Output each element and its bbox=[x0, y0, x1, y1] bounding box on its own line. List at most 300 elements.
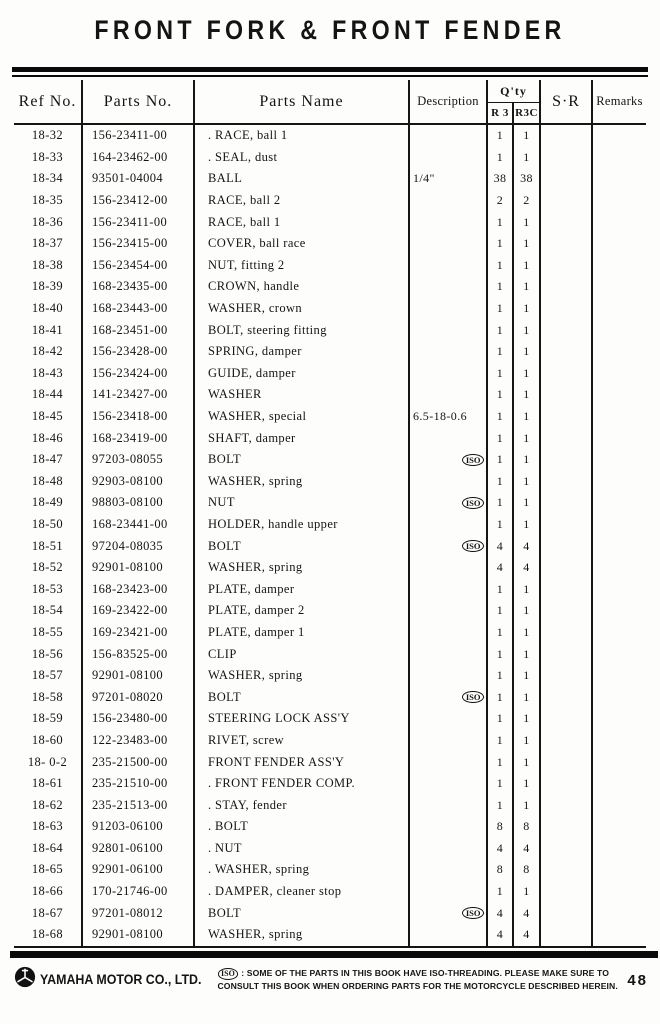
qty-r3c-cell: 1 bbox=[513, 730, 540, 752]
parts-name-cell: . RACE, ball 1 bbox=[194, 124, 409, 147]
qty-r3c-cell: 1 bbox=[513, 319, 540, 341]
parts-no-cell: 169-23421-00 bbox=[82, 622, 194, 644]
qty-r3-cell: 1 bbox=[487, 319, 513, 341]
table-row bbox=[14, 255, 646, 277]
table-row bbox=[14, 341, 646, 363]
description-cell bbox=[409, 341, 487, 363]
parts-name-cell: WASHER, spring bbox=[194, 471, 409, 493]
description-cell bbox=[409, 168, 487, 190]
parts-no-cell: 168-23419-00 bbox=[82, 427, 194, 449]
table-row bbox=[14, 449, 646, 471]
remarks-cell bbox=[592, 881, 646, 903]
sr-cell bbox=[540, 471, 592, 493]
ref-no-cell: 18-42 bbox=[14, 341, 82, 363]
ref-no-cell: 18-66 bbox=[14, 881, 82, 903]
parts-name-cell: HOLDER, handle upper bbox=[194, 514, 409, 536]
ref-no-cell: 18-53 bbox=[14, 578, 82, 600]
qty-r3c-cell: 1 bbox=[513, 881, 540, 903]
ref-no-cell: 18-35 bbox=[14, 190, 82, 212]
description-cell bbox=[409, 211, 487, 233]
description-cell bbox=[409, 492, 487, 514]
sr-cell bbox=[540, 686, 592, 708]
description-cell bbox=[409, 838, 487, 860]
ref-no-cell: 18-34 bbox=[14, 168, 82, 190]
sr-cell bbox=[540, 233, 592, 255]
qty-r3-cell: 1 bbox=[487, 881, 513, 903]
table-row bbox=[14, 233, 646, 255]
qty-r3c-cell: 1 bbox=[513, 384, 540, 406]
ref-no-cell: 18-49 bbox=[14, 492, 82, 514]
remarks-cell bbox=[592, 600, 646, 622]
sr-cell bbox=[540, 924, 592, 947]
parts-no-cell: 92903-08100 bbox=[82, 471, 194, 493]
remarks-cell bbox=[592, 168, 646, 190]
bottom-thick-rule bbox=[10, 951, 658, 958]
description-cell bbox=[409, 233, 487, 255]
remarks-cell bbox=[592, 449, 646, 471]
remarks-cell bbox=[592, 384, 646, 406]
parts-name-cell: BOLT bbox=[194, 902, 409, 924]
sr-cell bbox=[540, 535, 592, 557]
ref-no-cell: 18-64 bbox=[14, 838, 82, 860]
description-cell bbox=[409, 298, 487, 320]
header-ref-no: Ref No. bbox=[14, 80, 82, 124]
remarks-cell bbox=[592, 319, 646, 341]
qty-r3c-cell: 2 bbox=[513, 190, 540, 212]
sr-cell bbox=[540, 363, 592, 385]
qty-r3-cell: 1 bbox=[487, 773, 513, 795]
parts-no-cell: 169-23422-00 bbox=[82, 600, 194, 622]
iso-badge: ISO bbox=[462, 454, 484, 466]
iso-badge: ISO bbox=[462, 497, 484, 509]
qty-r3-cell: 8 bbox=[487, 859, 513, 881]
header-sr: S·R bbox=[540, 80, 592, 124]
description-cell bbox=[409, 514, 487, 536]
header-qty-r3c: R3C bbox=[513, 103, 540, 125]
remarks-cell bbox=[592, 557, 646, 579]
ref-no-cell: 18-32 bbox=[14, 124, 82, 147]
qty-r3c-cell: 8 bbox=[513, 816, 540, 838]
qty-r3c-cell: 1 bbox=[513, 363, 540, 385]
qty-r3-cell: 1 bbox=[487, 233, 513, 255]
sr-cell bbox=[540, 211, 592, 233]
remarks-cell bbox=[592, 211, 646, 233]
parts-no-cell: 168-23435-00 bbox=[82, 276, 194, 298]
description-text: 6.5-18-0.6 bbox=[413, 409, 467, 424]
table-row bbox=[14, 147, 646, 169]
description-cell bbox=[409, 319, 487, 341]
description-cell bbox=[409, 255, 487, 277]
ref-no-cell: 18-37 bbox=[14, 233, 82, 255]
qty-r3-cell: 1 bbox=[487, 643, 513, 665]
remarks-cell bbox=[592, 708, 646, 730]
iso-badge: ISO bbox=[462, 691, 484, 703]
ref-no-cell: 18-50 bbox=[14, 514, 82, 536]
table-row bbox=[14, 881, 646, 903]
ref-no-cell: 18-62 bbox=[14, 794, 82, 816]
ref-no-cell: 18-47 bbox=[14, 449, 82, 471]
qty-r3-cell: 1 bbox=[487, 255, 513, 277]
remarks-cell bbox=[592, 686, 646, 708]
qty-r3-cell: 1 bbox=[487, 794, 513, 816]
ref-no-cell: 18- 0-2 bbox=[14, 751, 82, 773]
iso-badge: ISO bbox=[462, 540, 484, 552]
page-number: 48 bbox=[627, 971, 648, 989]
sr-cell bbox=[540, 449, 592, 471]
parts-name-cell: RACE, ball 2 bbox=[194, 190, 409, 212]
ref-no-cell: 18-57 bbox=[14, 665, 82, 687]
sr-cell bbox=[540, 665, 592, 687]
description-cell bbox=[409, 557, 487, 579]
qty-r3-cell: 1 bbox=[487, 600, 513, 622]
qty-r3-cell: 1 bbox=[487, 471, 513, 493]
parts-name-cell: STEERING LOCK ASS'Y bbox=[194, 708, 409, 730]
top-double-rule bbox=[12, 67, 648, 77]
table-row bbox=[14, 902, 646, 924]
description-cell bbox=[409, 686, 487, 708]
qty-r3c-cell: 1 bbox=[513, 211, 540, 233]
parts-name-cell: CROWN, handle bbox=[194, 276, 409, 298]
description-cell bbox=[409, 276, 487, 298]
qty-r3c-cell: 1 bbox=[513, 578, 540, 600]
parts-no-cell: 97204-08035 bbox=[82, 535, 194, 557]
parts-name-cell: FRONT FENDER ASS'Y bbox=[194, 751, 409, 773]
parts-name-cell: WASHER, crown bbox=[194, 298, 409, 320]
header-qty-r3: R 3 bbox=[487, 103, 513, 125]
table-row bbox=[14, 838, 646, 860]
ref-no-cell: 18-56 bbox=[14, 643, 82, 665]
description-cell bbox=[409, 730, 487, 752]
parts-no-cell: 156-23480-00 bbox=[82, 708, 194, 730]
description-cell bbox=[409, 449, 487, 471]
table-row bbox=[14, 557, 646, 579]
parts-no-cell: 170-21746-00 bbox=[82, 881, 194, 903]
remarks-cell bbox=[592, 643, 646, 665]
parts-no-cell: 97201-08020 bbox=[82, 686, 194, 708]
qty-r3-cell: 1 bbox=[487, 708, 513, 730]
sr-cell bbox=[540, 427, 592, 449]
remarks-cell bbox=[592, 363, 646, 385]
ref-no-cell: 18-65 bbox=[14, 859, 82, 881]
sr-cell bbox=[540, 902, 592, 924]
qty-r3c-cell: 1 bbox=[513, 341, 540, 363]
table-row bbox=[14, 751, 646, 773]
parts-name-cell: NUT, fitting 2 bbox=[194, 255, 409, 277]
description-cell bbox=[409, 622, 487, 644]
qty-r3-cell: 1 bbox=[487, 622, 513, 644]
table-row bbox=[14, 730, 646, 752]
table-row bbox=[14, 211, 646, 233]
ref-no-cell: 18-52 bbox=[14, 557, 82, 579]
qty-r3c-cell: 1 bbox=[513, 708, 540, 730]
sr-cell bbox=[540, 708, 592, 730]
table-row bbox=[14, 492, 646, 514]
ref-no-cell: 18-63 bbox=[14, 816, 82, 838]
parts-no-cell: 93501-04004 bbox=[82, 168, 194, 190]
ref-no-cell: 18-44 bbox=[14, 384, 82, 406]
parts-no-cell: 168-23441-00 bbox=[82, 514, 194, 536]
qty-r3c-cell: 1 bbox=[513, 492, 540, 514]
remarks-cell bbox=[592, 233, 646, 255]
qty-r3-cell: 1 bbox=[487, 384, 513, 406]
remarks-cell bbox=[592, 816, 646, 838]
parts-no-cell: 91203-06100 bbox=[82, 816, 194, 838]
qty-r3-cell: 4 bbox=[487, 838, 513, 860]
parts-name-cell: . STAY, fender bbox=[194, 794, 409, 816]
parts-name-cell: . DAMPER, cleaner stop bbox=[194, 881, 409, 903]
ref-no-cell: 18-46 bbox=[14, 427, 82, 449]
qty-r3-cell: 1 bbox=[487, 124, 513, 147]
description-cell bbox=[409, 471, 487, 493]
sr-cell bbox=[540, 557, 592, 579]
qty-r3-cell: 1 bbox=[487, 147, 513, 169]
yamaha-tuning-fork-logo-icon bbox=[14, 966, 36, 993]
qty-r3c-cell: 1 bbox=[513, 147, 540, 169]
parts-no-cell: 97201-08012 bbox=[82, 902, 194, 924]
qty-r3c-cell: 4 bbox=[513, 902, 540, 924]
parts-no-cell: 168-23451-00 bbox=[82, 319, 194, 341]
parts-name-cell: RIVET, screw bbox=[194, 730, 409, 752]
sr-cell bbox=[540, 341, 592, 363]
table-row bbox=[14, 168, 646, 190]
table-row bbox=[14, 514, 646, 536]
sr-cell bbox=[540, 881, 592, 903]
parts-no-cell: 97203-08055 bbox=[82, 449, 194, 471]
ref-no-cell: 18-45 bbox=[14, 406, 82, 428]
parts-name-cell: WASHER, spring bbox=[194, 924, 409, 947]
qty-r3-cell: 1 bbox=[487, 578, 513, 600]
remarks-cell bbox=[592, 773, 646, 795]
table-row bbox=[14, 124, 646, 147]
qty-r3c-cell: 8 bbox=[513, 859, 540, 881]
sr-cell bbox=[540, 751, 592, 773]
sr-cell bbox=[540, 276, 592, 298]
description-cell bbox=[409, 578, 487, 600]
table-row bbox=[14, 535, 646, 557]
ref-no-cell: 18-67 bbox=[14, 902, 82, 924]
description-cell bbox=[409, 406, 487, 428]
company-name: YAMAHA MOTOR CO., LTD. bbox=[40, 971, 202, 987]
parts-name-cell: COVER, ball race bbox=[194, 233, 409, 255]
remarks-cell bbox=[592, 751, 646, 773]
qty-r3c-cell: 1 bbox=[513, 622, 540, 644]
qty-r3-cell: 1 bbox=[487, 686, 513, 708]
parts-no-cell: 156-23412-00 bbox=[82, 190, 194, 212]
qty-r3-cell: 4 bbox=[487, 557, 513, 579]
parts-no-cell: 168-23423-00 bbox=[82, 578, 194, 600]
table-row bbox=[14, 276, 646, 298]
parts-no-cell: 156-23424-00 bbox=[82, 363, 194, 385]
remarks-cell bbox=[592, 730, 646, 752]
qty-r3c-cell: 4 bbox=[513, 924, 540, 947]
parts-no-cell: 235-21500-00 bbox=[82, 751, 194, 773]
parts-no-cell: 235-21510-00 bbox=[82, 773, 194, 795]
table-row bbox=[14, 600, 646, 622]
parts-name-cell: PLATE, damper 1 bbox=[194, 622, 409, 644]
remarks-cell bbox=[592, 124, 646, 147]
qty-r3c-cell: 1 bbox=[513, 124, 540, 147]
qty-r3-cell: 8 bbox=[487, 816, 513, 838]
sr-cell bbox=[540, 168, 592, 190]
qty-r3c-cell: 1 bbox=[513, 449, 540, 471]
parts-name-cell: WASHER, special bbox=[194, 406, 409, 428]
remarks-cell bbox=[592, 859, 646, 881]
parts-no-cell: 156-23415-00 bbox=[82, 233, 194, 255]
table-row bbox=[14, 665, 646, 687]
ref-no-cell: 18-36 bbox=[14, 211, 82, 233]
parts-no-cell: 156-23418-00 bbox=[82, 406, 194, 428]
qty-r3c-cell: 1 bbox=[513, 794, 540, 816]
description-cell bbox=[409, 190, 487, 212]
remarks-cell bbox=[592, 838, 646, 860]
ref-no-cell: 18-43 bbox=[14, 363, 82, 385]
ref-no-cell: 18-33 bbox=[14, 147, 82, 169]
parts-name-cell: CLIP bbox=[194, 643, 409, 665]
sr-cell bbox=[540, 255, 592, 277]
table-row bbox=[14, 794, 646, 816]
qty-r3c-cell: 1 bbox=[513, 514, 540, 536]
description-cell bbox=[409, 881, 487, 903]
sr-cell bbox=[540, 190, 592, 212]
parts-name-cell: BOLT bbox=[194, 686, 409, 708]
parts-name-cell: . BOLT bbox=[194, 816, 409, 838]
parts-no-cell: 122-23483-00 bbox=[82, 730, 194, 752]
qty-r3-cell: 1 bbox=[487, 492, 513, 514]
sr-cell bbox=[540, 514, 592, 536]
ref-no-cell: 18-39 bbox=[14, 276, 82, 298]
parts-name-cell: PLATE, damper 2 bbox=[194, 600, 409, 622]
sr-cell bbox=[540, 643, 592, 665]
qty-r3-cell: 4 bbox=[487, 535, 513, 557]
table-row bbox=[14, 384, 646, 406]
parts-no-cell: 92901-08100 bbox=[82, 924, 194, 947]
parts-no-cell: 156-23411-00 bbox=[82, 124, 194, 147]
remarks-cell bbox=[592, 298, 646, 320]
sr-cell bbox=[540, 859, 592, 881]
parts-name-cell: PLATE, damper bbox=[194, 578, 409, 600]
ref-no-cell: 18-38 bbox=[14, 255, 82, 277]
remarks-cell bbox=[592, 902, 646, 924]
qty-r3-cell: 2 bbox=[487, 190, 513, 212]
qty-r3c-cell: 1 bbox=[513, 751, 540, 773]
parts-no-cell: 98803-08100 bbox=[82, 492, 194, 514]
table-row bbox=[14, 363, 646, 385]
qty-r3-cell: 1 bbox=[487, 751, 513, 773]
qty-r3-cell: 1 bbox=[487, 514, 513, 536]
sr-cell bbox=[540, 730, 592, 752]
parts-no-cell: 156-23428-00 bbox=[82, 341, 194, 363]
parts-name-cell: BOLT bbox=[194, 449, 409, 471]
description-cell bbox=[409, 363, 487, 385]
parts-no-cell: 156-23454-00 bbox=[82, 255, 194, 277]
ref-no-cell: 18-40 bbox=[14, 298, 82, 320]
sr-cell bbox=[540, 578, 592, 600]
qty-r3c-cell: 4 bbox=[513, 535, 540, 557]
description-text: 1/4" bbox=[413, 171, 435, 186]
remarks-cell bbox=[592, 276, 646, 298]
parts-name-cell: WASHER bbox=[194, 384, 409, 406]
remarks-cell bbox=[592, 427, 646, 449]
sr-cell bbox=[540, 794, 592, 816]
sr-cell bbox=[540, 816, 592, 838]
qty-r3c-cell: 1 bbox=[513, 600, 540, 622]
header-qty: Q'ty bbox=[487, 80, 540, 103]
description-cell bbox=[409, 427, 487, 449]
parts-table-body bbox=[14, 124, 646, 947]
ref-no-cell: 18-54 bbox=[14, 600, 82, 622]
parts-table bbox=[14, 80, 646, 948]
parts-name-cell: GUIDE, damper bbox=[194, 363, 409, 385]
header-remarks: Remarks bbox=[592, 80, 646, 124]
parts-no-cell: 141-23427-00 bbox=[82, 384, 194, 406]
table-row bbox=[14, 816, 646, 838]
parts-name-cell: NUT bbox=[194, 492, 409, 514]
sr-cell bbox=[540, 838, 592, 860]
remarks-cell bbox=[592, 665, 646, 687]
table-row bbox=[14, 622, 646, 644]
iso-badge: ISO bbox=[218, 968, 239, 980]
description-cell bbox=[409, 708, 487, 730]
remarks-cell bbox=[592, 492, 646, 514]
parts-name-cell: SHAFT, damper bbox=[194, 427, 409, 449]
table-row bbox=[14, 859, 646, 881]
qty-r3c-cell: 1 bbox=[513, 298, 540, 320]
parts-no-cell: 156-83525-00 bbox=[82, 643, 194, 665]
parts-name-cell: BOLT, steering fitting bbox=[194, 319, 409, 341]
ref-no-cell: 18-48 bbox=[14, 471, 82, 493]
qty-r3c-cell: 1 bbox=[513, 255, 540, 277]
header-parts-no: Parts No. bbox=[82, 80, 194, 124]
parts-name-cell: BOLT bbox=[194, 535, 409, 557]
sr-cell bbox=[540, 147, 592, 169]
qty-r3c-cell: 1 bbox=[513, 686, 540, 708]
parts-no-cell: 164-23462-00 bbox=[82, 147, 194, 169]
ref-no-cell: 18-60 bbox=[14, 730, 82, 752]
table-row bbox=[14, 924, 646, 947]
description-cell bbox=[409, 859, 487, 881]
remarks-cell bbox=[592, 535, 646, 557]
table-row bbox=[14, 319, 646, 341]
ref-no-cell: 18-41 bbox=[14, 319, 82, 341]
parts-name-cell: . WASHER, spring bbox=[194, 859, 409, 881]
brand-block bbox=[14, 966, 216, 993]
qty-r3c-cell: 1 bbox=[513, 406, 540, 428]
iso-note bbox=[216, 966, 628, 992]
table-row bbox=[14, 471, 646, 493]
remarks-cell bbox=[592, 794, 646, 816]
parts-name-cell: RACE, ball 1 bbox=[194, 211, 409, 233]
qty-r3c-cell: 1 bbox=[513, 643, 540, 665]
sr-cell bbox=[540, 298, 592, 320]
parts-name-cell: WASHER, spring bbox=[194, 665, 409, 687]
parts-name-cell: WASHER, spring bbox=[194, 557, 409, 579]
qty-r3-cell: 4 bbox=[487, 902, 513, 924]
header-parts-name: Parts Name bbox=[194, 80, 409, 124]
qty-r3c-cell: 4 bbox=[513, 838, 540, 860]
description-cell bbox=[409, 147, 487, 169]
remarks-cell bbox=[592, 406, 646, 428]
ref-no-cell: 18-59 bbox=[14, 708, 82, 730]
description-cell bbox=[409, 794, 487, 816]
iso-note-line2: CONSULT THIS BOOK WHEN ORDERING PARTS FOR THE MOTORCYCLE DESCRIBED HEREIN. bbox=[217, 980, 618, 991]
description-cell bbox=[409, 902, 487, 924]
qty-r3c-cell: 1 bbox=[513, 233, 540, 255]
parts-no-cell: 168-23443-00 bbox=[82, 298, 194, 320]
qty-r3c-cell: 1 bbox=[513, 773, 540, 795]
parts-name-cell: BALL bbox=[194, 168, 409, 190]
parts-table-header bbox=[14, 80, 646, 124]
sr-cell bbox=[540, 492, 592, 514]
